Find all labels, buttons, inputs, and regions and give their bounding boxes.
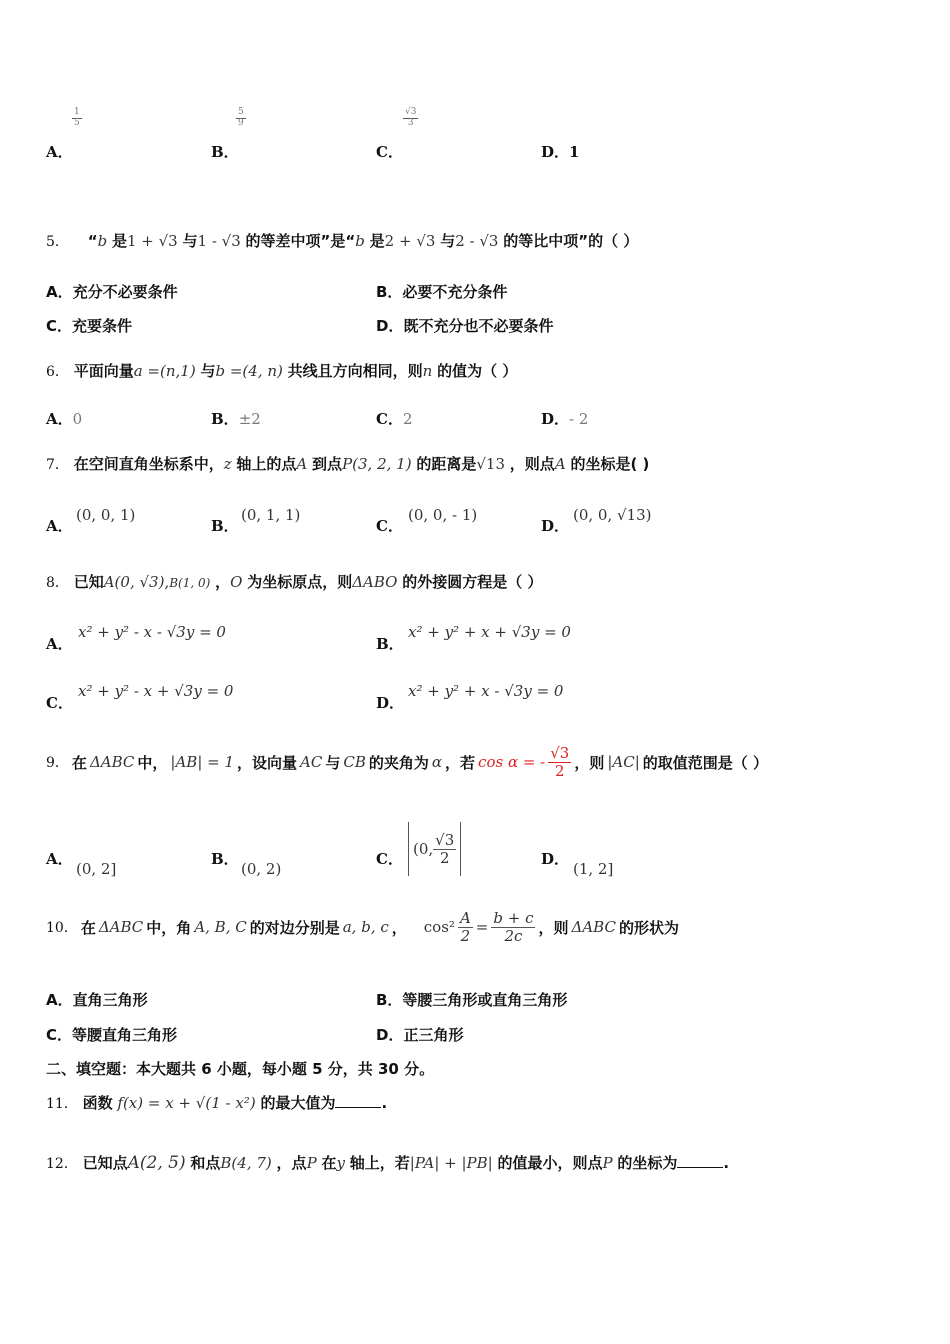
question-number: 5． — [46, 234, 69, 250]
cos-alpha-fraction: $\frac{√3}{2}$ — [550, 744, 570, 780]
q4-option-a[interactable] — [46, 141, 73, 162]
q4-option-d[interactable]: D．1 — [541, 143, 580, 161]
q4-option-a-value: $\frac{1}{5}$ — [74, 107, 80, 128]
q5-option-c[interactable]: C．充要条件 — [46, 317, 133, 335]
q9-option-b[interactable]: B． — [211, 850, 239, 868]
q10-option-b[interactable]: B．等腰三角形或直角三角形 — [376, 991, 568, 1009]
q4-option-b[interactable]: B． — [211, 143, 239, 161]
q6-option-a[interactable]: A．0 — [46, 410, 83, 428]
q7-option-c-value: (0, 0, - 1) — [408, 506, 478, 524]
q9-option-c[interactable]: C． — [376, 850, 403, 868]
answer-blank[interactable] — [335, 1107, 381, 1108]
q4-option-c-value: $\frac{√3}{3}$ — [405, 107, 417, 128]
q8-option-c-value: x² + y² - x + √3y = 0 — [78, 682, 234, 700]
question-10: 10． 在 ΔABC 中，角 A, B, C 的对边分别是 a, b, c ， cos² $\frac{A}{2}$ = $\frac{b + c}{2c}$ ，则 ΔABC 的形状为 — [46, 909, 679, 945]
section-heading: 二、填空题：本大题共 6 小题，每小题 5 分，共 30 分。 — [46, 1060, 435, 1078]
q5-option-a[interactable]: A．充分不必要条件 — [46, 283, 178, 301]
q5-option-d[interactable]: D．既不充分也不必要条件 — [376, 317, 554, 335]
q8-option-b[interactable]: B． — [376, 635, 404, 653]
q6-option-d[interactable]: D．- 2 — [541, 410, 589, 428]
q7-option-b[interactable]: B． — [211, 517, 239, 535]
question-12: 12． 已知点A(2, 5) 和点B(4, 7) ，点P 在y 轴上，若|PA| + |PB| 的值最小，则点P 的坐标为 . — [46, 1153, 730, 1173]
q9-option-a-value: (0, 2] — [76, 860, 117, 878]
question-9: 9． 在 ΔABC 中， |AB| = 1 ，设向量 AC 与 CB 的夹角为 α ，若 cos α = - $\frac{√3}{2}$ ，则 |AC| 的取值范围是（ ） — [46, 744, 769, 780]
q10-option-d[interactable]: D．正三角形 — [376, 1026, 464, 1044]
q4-option-c[interactable]: C． — [376, 143, 403, 161]
option-label: A． — [46, 143, 73, 161]
cos-alpha-value: cos α = - — [478, 753, 546, 771]
q7-option-d-value: (0, 0, √13) — [573, 506, 652, 524]
q6-option-c[interactable]: C．2 — [376, 410, 413, 428]
q7-option-b-value: (0, 1, 1) — [241, 506, 301, 524]
q7-option-a[interactable]: A． — [46, 517, 73, 535]
q8-option-a-value: x² + y² - x - √3y = 0 — [78, 623, 226, 641]
question-11: 11． 函数 f(x) = x + √(1 - x²) 的最大值为 . — [46, 1094, 388, 1112]
q10-option-a[interactable]: A．直角三角形 — [46, 991, 148, 1009]
q8-option-b-value: x² + y² + x + √3y = 0 — [408, 623, 571, 641]
answer-blank[interactable] — [677, 1167, 723, 1168]
q9-option-d-value: (1, 2] — [573, 860, 614, 878]
q9-option-c-value: (0, $\frac{√3}{2}$ — [408, 822, 461, 876]
q8-option-a[interactable]: A． — [46, 635, 73, 653]
question-6: 6． 平面向量a =(n,1) 与b =(4, n) 共线且方向相同，则n 的值为（ ） — [46, 362, 518, 380]
q4-option-b-value: $\frac{5}{9}$ — [238, 107, 244, 128]
q7-option-a-value: (0, 0, 1) — [76, 506, 136, 524]
q7-option-c[interactable]: C． — [376, 517, 403, 535]
q8-option-d-value: x² + y² + x - √3y = 0 — [408, 682, 564, 700]
q5-option-b[interactable]: B．必要不充分条件 — [376, 283, 508, 301]
q8-option-c[interactable]: C． — [46, 694, 73, 712]
q6-option-b[interactable]: B．±2 — [211, 410, 261, 428]
q8-option-d[interactable]: D． — [376, 694, 405, 712]
q7-option-d[interactable]: D． — [541, 517, 570, 535]
q9-option-a[interactable]: A． — [46, 850, 73, 868]
q10-option-c[interactable]: C．等腰直角三角形 — [46, 1026, 178, 1044]
q9-option-d[interactable]: D． — [541, 850, 570, 868]
question-7: 7． 在空间直角坐标系中，z 轴上的点A 到点P(3, 2, 1) 的距离是√13 ，则点A 的坐标是( ) — [46, 455, 650, 473]
question-8: 8． 已知A(0, √3),B(1, 0) ，O 为坐标原点，则ΔABO 的外接圆方程是（ ） — [46, 573, 543, 591]
q9-option-b-value: (0, 2) — [241, 860, 282, 878]
question-5: 5． “b 是1 + √3 与1 - √3 的等差中项”是“b 是2 + √3 与2 - √3 的等比中项”的（ ） — [46, 232, 639, 250]
